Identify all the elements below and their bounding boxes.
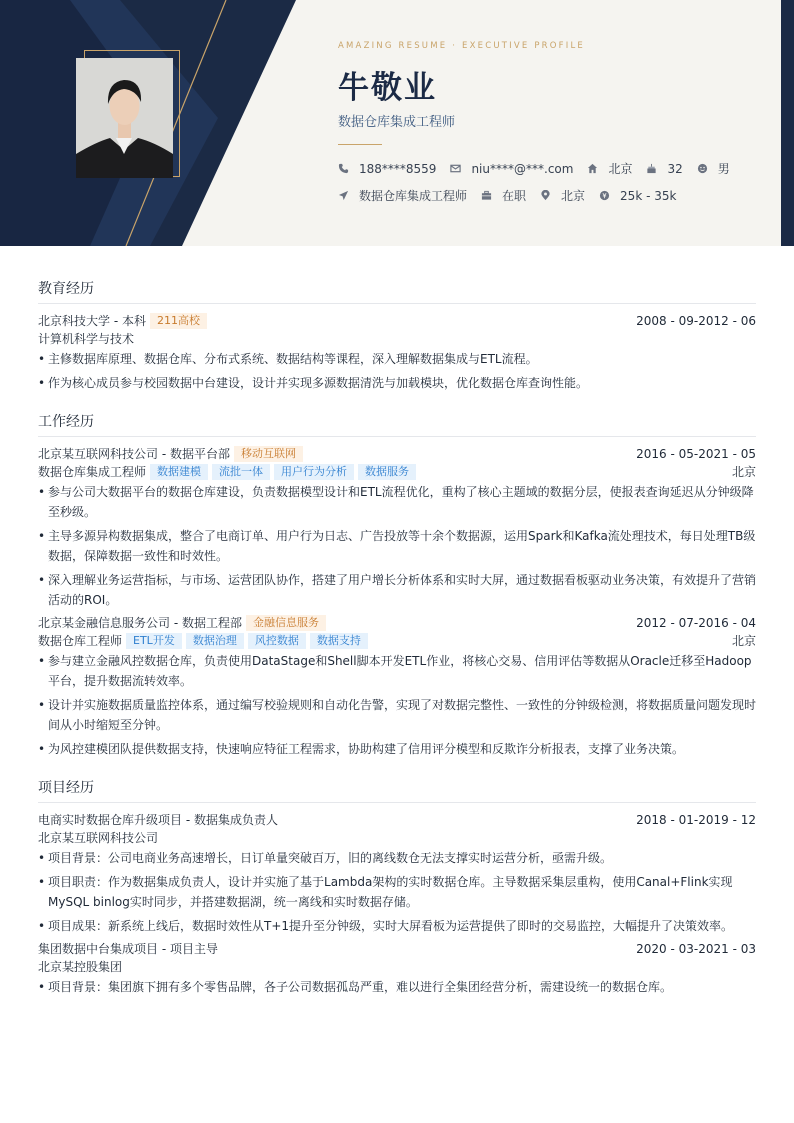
intent-row (338, 187, 690, 204)
work-title: 工作经历 (38, 403, 756, 437)
list-item: • 作为核心成员参与校园数据中台建设，设计并实现多源数据清洗与加载模块，优化数据仓库查询性能。 (38, 373, 756, 393)
education-header (38, 312, 756, 330)
school-badge: 211高校 (150, 313, 207, 329)
project-org: 北京某控股集团 (38, 960, 123, 974)
work-bullets (38, 651, 756, 759)
project-header (38, 811, 756, 829)
work-city: 北京 (731, 465, 756, 479)
list-item: • 项目职责：作为数据集成负责人，设计并实施了基于Lambda架构的实时数据仓库。主导数据采集层重构，使用Canal+Flink实现MySQL binlog实时同步，并搭建数据湖，统一离线和实时数据存储。 (38, 872, 756, 912)
education-bullets (38, 349, 756, 393)
work-bullets (38, 482, 756, 610)
project-bullets (38, 848, 756, 936)
education-date: 2008 - 09-2012 - 06 (636, 314, 756, 328)
contact-age-text: 32 (667, 161, 683, 176)
education-major: 计算机科学与技术 (38, 332, 135, 346)
company-name: 北京某互联网科技公司 - 数据平台部 (38, 447, 230, 461)
skill-tag: 数据建模 (150, 464, 208, 480)
contact-gender-text: 男 (717, 162, 730, 176)
work-role: 数据仓库工程师 (38, 634, 123, 648)
candidate-name: 牛敬业 (338, 70, 437, 106)
intent-status (481, 187, 526, 204)
candidate-title: 数据仓库集成工程师 (338, 115, 456, 130)
skill-tag: 用户行为分析 (274, 464, 354, 480)
intent-location (540, 187, 585, 204)
contact-email-text: niu****@***.com (471, 161, 574, 176)
resume-header (0, 0, 794, 246)
work-role-row (38, 632, 756, 650)
list-item: • 参与建立金融风控数据仓库，负责使用DataStage和Shell脚本开发ETL作业，将核心交易、信用评估等数据从Oracle迁移至Hadoop平台，提升数据流转效率。 (38, 651, 756, 691)
list-item: • 项目背景：集团旗下拥有多个零售品牌，各子公司数据孤岛严重，难以进行全集团经营分析，需建设统一的数据仓库。 (38, 977, 756, 997)
industry-badge: 金融信息服务 (246, 615, 326, 631)
skill-tag: 数据支持 (310, 633, 368, 649)
work-role: 数据仓库集成工程师 (38, 465, 147, 479)
contact-age (646, 162, 682, 176)
company-name: 北京某金融信息服务公司 - 数据工程部 (38, 616, 242, 630)
intent-salary-text: 25k - 35k (620, 188, 677, 203)
skill-tag: 数据治理 (186, 633, 244, 649)
list-item: • 主导多源异构数据集成，整合了电商订单、用户行为日志、广告投放等十余个数据源，运用Spark和Kafka流处理技术，每日处理TB级数据，保障数据一致性和时效性。 (38, 526, 756, 566)
contact-city (587, 160, 632, 177)
send-icon (338, 190, 349, 201)
contact-email (450, 162, 573, 176)
list-item: • 设计并实施数据质量监控体系，通过编写校验规则和自动化告警，实现了对数据完整性、一致性的分钟级检测，将数据质量问题发现时间从小时缩短至分钟。 (38, 695, 756, 735)
list-item: • 项目背景：公司电商业务高速增长，日订单量突破百万，旧的离线数仓无法支撑实时运营分析，亟需升级。 (38, 848, 756, 868)
briefcase-icon (481, 190, 492, 201)
intent-status-text: 在职 (502, 189, 527, 203)
gold-divider (338, 144, 382, 145)
phone-icon (338, 163, 349, 174)
intent-location-text: 北京 (561, 189, 586, 203)
avatar (76, 58, 173, 178)
skill-tag: 流批一体 (212, 464, 270, 480)
industry-badge: 移动互联网 (234, 446, 303, 462)
salary-icon (599, 190, 610, 201)
projects-title: 项目经历 (38, 769, 756, 803)
project-header (38, 940, 756, 958)
work-date: 2016 - 05-2021 - 05 (636, 447, 756, 461)
mail-icon (450, 163, 461, 174)
work-section (38, 403, 756, 759)
contact-city-text: 北京 (608, 162, 633, 176)
list-item: • 主修数据库原理、数据仓库、分布式系统、数据结构等课程，深入理解数据集成与ETL流程。 (38, 349, 756, 369)
list-item: • 项目成果：新系统上线后，数据时效性从T+1提升至分钟级，实时大屏看板为运营提供了即时的交易监控，大幅提升了决策效率。 (38, 916, 756, 936)
list-item: • 参与公司大数据平台的数据仓库建设，负责数据模型设计和ETL流程优化，重构了核心主题域的数据分层，使报表查询延迟从分钟级降至秒级。 (38, 482, 756, 522)
intent-salary (599, 189, 676, 203)
home-icon (587, 163, 598, 174)
project-date: 2020 - 03-2021 - 03 (636, 942, 756, 956)
contact-row (338, 160, 744, 177)
contact-phone (338, 162, 436, 176)
resume-body (38, 270, 756, 1007)
education-section (38, 270, 756, 393)
work-role-row (38, 463, 756, 481)
project-name: 电商实时数据仓库升级项目 - 数据集成负责人 (38, 813, 278, 827)
work-city: 北京 (731, 634, 756, 648)
skill-tag: ETL开发 (126, 633, 182, 649)
header-tagline: AMAZING RESUME · EXECUTIVE PROFILE (338, 41, 585, 51)
projects-section (38, 769, 756, 997)
project-bullets (38, 977, 756, 997)
intent-position-text: 数据仓库集成工程师 (359, 189, 468, 203)
education-title: 教育经历 (38, 270, 756, 304)
gender-icon (697, 163, 708, 174)
skill-tag: 数据服务 (358, 464, 416, 480)
work-header (38, 614, 756, 632)
list-item: • 深入理解业务运营指标，与市场、运营团队协作，搭建了用户增长分析体系和实时大屏，通过数据看板驱动业务决策，有效提升了营销活动的ROI。 (38, 570, 756, 610)
project-date: 2018 - 01-2019 - 12 (636, 813, 756, 827)
work-date: 2012 - 07-2016 - 04 (636, 616, 756, 630)
contact-gender (697, 160, 730, 177)
intent-position (338, 187, 467, 204)
list-item: • 为风控建模团队提供数据支持，快速响应特征工程需求，协助构建了信用评分模型和反欺诈分析报表，支撑了业务决策。 (38, 739, 756, 759)
skill-tag: 风控数据 (248, 633, 306, 649)
contact-phone-text: 188****8559 (359, 161, 437, 176)
location-icon (540, 190, 551, 201)
project-org: 北京某互联网科技公司 (38, 831, 159, 845)
cake-icon (646, 163, 657, 174)
school-name: 北京科技大学 - 本科 (38, 314, 146, 328)
project-name: 集团数据中台集成项目 - 项目主导 (38, 942, 218, 956)
work-header (38, 445, 756, 463)
